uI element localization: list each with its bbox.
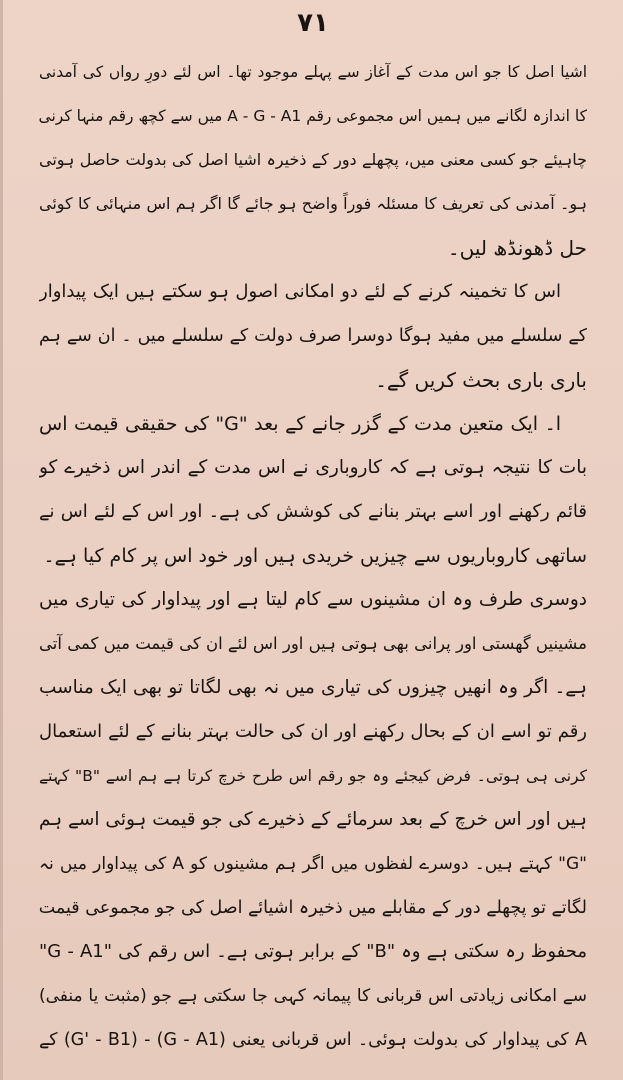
body-text: [39, 50, 587, 1062]
text-line: چاہیئے جو کسی معنی میں، پچھلے دور کے ذخیرہ اشیا اصل کی بدولت حاصل ہوتی: [39, 150, 587, 169]
text-line: ساتھی کاروباریوں سے چیزیں خریدی ہیں اور خود اس پر کام کیا ہے۔: [43, 545, 587, 567]
text-line: دوسری طرف وہ ان مشینوں سے کام لیتا ہے اور پیداوار کی تیاری میں: [39, 589, 587, 610]
text-line: سے امکانی زیادتی اس قربانی کا پیمانہ کہی جا سکتی ہے جو (مثبت یا منفی): [39, 986, 587, 1006]
text-line: محفوظ رہ سکتی ہے وہ "B" کے برابر ہوتی ہے۔ اس رقم کی "G - A1": [39, 941, 587, 962]
text-line: کا اندازہ لگانے میں ہمیں اس مجموعی رقم A - G - A1 میں سے کچھ رقم منہا کرنی: [39, 107, 587, 125]
text-line: لگاتے تو پچھلے دور کے مقابلے میں ذخیرہ اشیائے اصل کی جو مجموعی قیمت: [39, 898, 587, 918]
text-line: کے سلسلے میں مفید ہوگا دوسرا صرف دولت کے سلسلے میں ۔ ان سے ہم: [39, 326, 587, 346]
text-line: مشینیں گھستی اور پرانی بھی ہوتی ہیں اور اس لئے ان کی قیمت میں کمی آتی: [39, 634, 587, 653]
text-line: قائم رکھنے اور اسے بہتر بنانے کی کوشش کی ہے۔ اور اس کے لئے اس نے: [39, 501, 587, 522]
text-line: باری باری بحث کریں گے۔: [375, 368, 587, 392]
text-line: اس کا تخمینہ کرنے کے لئے دو امکانی اصول ہو سکتے ہیں ایک پیداوار: [39, 281, 561, 302]
text-line: کرنی ہی ہوتی۔ فرض کیجئے وہ جو رقم اس طرح خرچ کرتا ہے ہم اسے "B" کہتے: [39, 767, 587, 785]
text-line: ہے۔ اگر وہ انھیں چیزوں کی تیاری میں نہ بھی لگاتا تو بھی ایک مناسب: [39, 677, 587, 698]
text-line: حل ڈھونڈھ لیں۔: [447, 236, 587, 260]
text-line: رقم تو اسے ان کے بحال رکھنے اور ان کی حالت بہتر بنانے کے لئے استعمال: [39, 721, 587, 742]
text-line: بات کا نتیجہ ہوتی ہے کہ کاروباری نے اس مدت کے اندر اس ذخیرے کو: [39, 457, 587, 478]
text-line: ہو۔ آمدنی کی تعریف کا مسئلہ فوراً واضح ہو جائے گا اگر ہم اس منہائی کا کوئی: [39, 194, 587, 213]
text-line: A کی پیداوار کی بدولت ہوئی۔ اس قربانی یعنی (G - A1) - (G' - B1) کے: [39, 1030, 587, 1050]
text-line: اشیا اصل کا جو اس مدت کے آغاز سے پہلے موجود تھا۔ اس لئے دورِ رواں کی آمدنی: [39, 63, 587, 81]
text-line: ہیں اور اس خرچ کے بعد سرمائے کے ذخیرے کی جو قیمت ہوئی اسے ہم: [39, 809, 587, 830]
text-line: "G" کہتے ہیں۔ دوسرے لفظوں میں اگر ہم مشینوں کو A کی پیداوار میں نہ: [39, 854, 587, 874]
page-number: ۷۱: [297, 8, 329, 38]
text-line: ا۔ ایک متعین مدت کے گزر جانے کے بعد "G" کی حقیقی قیمت اس: [39, 413, 561, 435]
